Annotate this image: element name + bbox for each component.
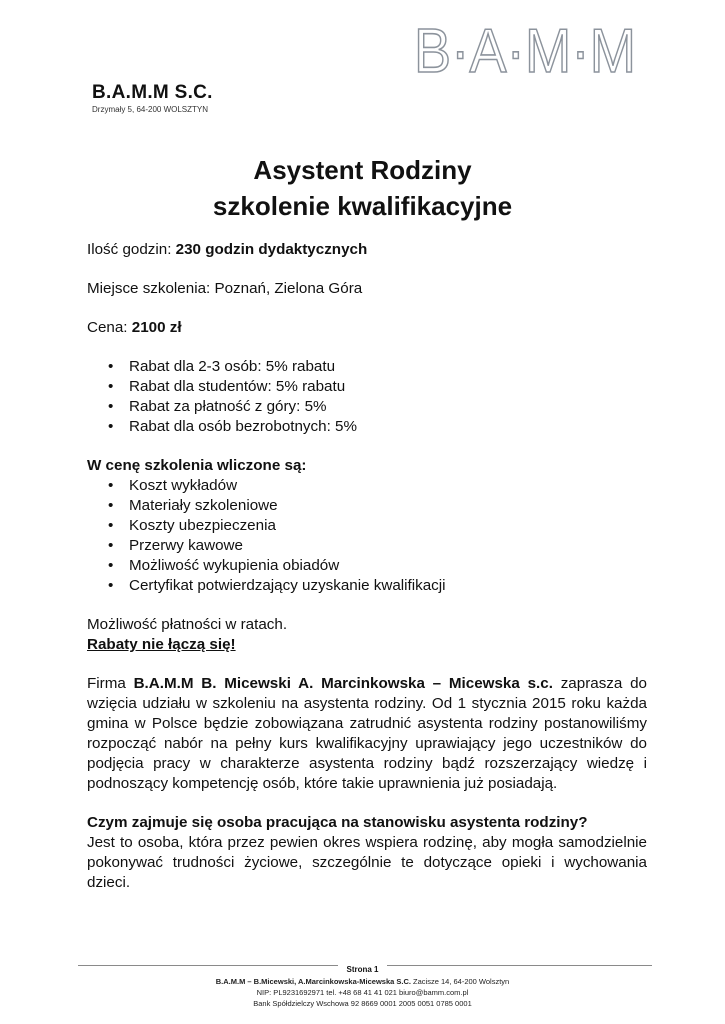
intro-company: B.A.M.M B. Micewski A. Marcinkowska – Micewska s.c. <box>133 675 553 692</box>
document-body <box>87 240 647 893</box>
page-number <box>0 959 725 977</box>
list-item: • Materiały szkoleniowe <box>87 496 647 516</box>
hours-line <box>87 240 647 260</box>
company-name: B.A.M.M S.C. <box>92 82 213 103</box>
price-value: 2100 zł <box>131 319 182 336</box>
bamm-logo <box>412 18 638 78</box>
page-footer <box>0 976 725 1009</box>
logo-lettering: B·A·M·M <box>414 18 636 78</box>
footer-address: Zacisze 14, 64-200 Wolsztyn <box>410 977 510 986</box>
company-address: Drzymały 5, 64-200 WOLSZTYN <box>92 105 209 114</box>
intro-prefix: Firma <box>87 675 134 692</box>
included-heading: W cenę szkolenia wliczone są: <box>87 457 307 474</box>
document-title <box>0 152 725 224</box>
hours-label: Ilość godzin: <box>87 241 176 258</box>
question-answer: Jest to osoba, która przez pewien okres wspiera rodzinę, aby mogła samodzielnie pokonywać trudności życiowe, szczególnie te dotyczące opieki i wychowania dzieci. <box>87 834 647 891</box>
title-line-2: szkolenie kwalifikacyjne <box>212 191 513 221</box>
list-item: • Rabat dla studentów: 5% rabatu <box>87 377 647 397</box>
intro-body: zaprasza do wzięcia udziału w szkoleniu na asystenta rodziny. Od 1 stycznia 2015 roku każda gmina w Polsce będzie zobowiązana zatrudnić asystenta rodziny postanowiliśmy rozpocząć nabór na pełny kurs kwalifikacyjny uprawiający jego uczestników do podjęcia pracy w charakterze asystenta rodziny bądź rozszerzający wiedzę i podnoszący kompetencję osób, które takie uprawnienia już posiadają. <box>87 675 648 792</box>
list-item: • Koszt wykładów <box>87 476 647 496</box>
bamm-logo-graphic <box>412 18 638 78</box>
list-item: • Rabat dla osób bezrobotnych: 5% <box>87 417 647 437</box>
hours-value: 230 godzin dydaktycznych <box>175 241 368 258</box>
list-item: • Rabat za płatność z góry: 5% <box>87 397 647 417</box>
price-line <box>87 318 647 338</box>
no-combine-note: Rabaty nie łączą się! <box>87 636 236 653</box>
intro-paragraph <box>87 674 647 794</box>
page-number-label: Strona 1 <box>338 965 386 974</box>
question-heading: Czym zajmuje się osoba pracująca na stanowisku asystenta rodziny? <box>87 814 588 831</box>
price-label: Cena: <box>87 319 132 336</box>
footer-company-line <box>0 976 725 987</box>
list-item: • Rabat dla 2-3 osób: 5% rabatu <box>87 357 647 377</box>
list-item: • Certyfikat potwierdzający uzyskanie kwalifikacji <box>87 576 647 596</box>
list-item: • Możliwość wykupienia obiadów <box>87 556 647 576</box>
list-item: • Koszty ubezpieczenia <box>87 516 647 536</box>
footer-contact: NIP: PL9231692971 tel. +48 68 41 41 021 biuro@bamm.com.pl <box>256 988 469 997</box>
location-line: Miejsce szkolenia: Poznań, Zielona Góra <box>87 280 363 297</box>
company-header <box>92 82 213 114</box>
list-item: • Przerwy kawowe <box>87 536 647 556</box>
footer-company: B.A.M.M – B.Micewski, A.Marcinkowska-Micewska S.C. <box>215 977 411 986</box>
included-list <box>87 476 647 596</box>
title-line-1: Asystent Rodziny <box>253 155 472 185</box>
installments-note: Możliwość płatności w ratach. <box>87 616 288 633</box>
discount-list <box>87 357 647 437</box>
footer-bank: Bank Spółdzielczy Wschowa 92 8669 0001 2005 0051 0785 0001 <box>253 999 472 1008</box>
